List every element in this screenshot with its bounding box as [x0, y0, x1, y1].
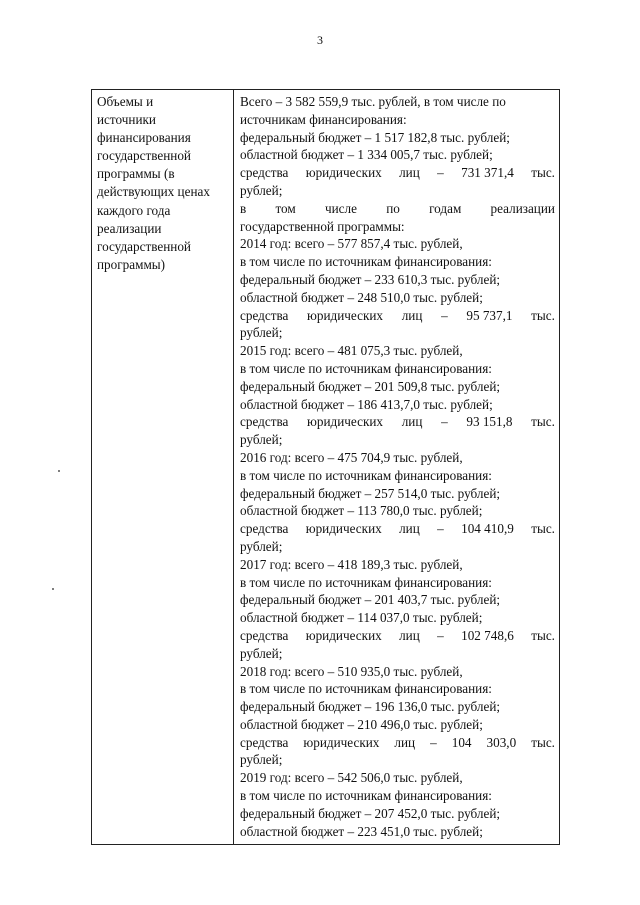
table-text-word: 303,0 — [486, 734, 517, 750]
table-text-line — [240, 200, 555, 218]
table-text-word: 104 — [451, 734, 472, 750]
table-text-word: средства — [240, 307, 289, 323]
table-text-line: областной бюджет – 223 451,0 тыс. рублей; — [240, 823, 483, 839]
table-text-word: средства — [240, 521, 289, 537]
table-text-line: 2018 год: всего – 510 935,0 тыс. рублей, — [240, 663, 463, 679]
table-text-line — [240, 164, 555, 182]
funding-table — [91, 89, 560, 845]
table-text-line: 2015 год: всего – 481 075,3 тыс. рублей, — [240, 343, 463, 359]
table-text-word: лиц — [401, 307, 423, 323]
table-text-word: средства — [240, 734, 289, 750]
table-text-line: в том числе по источникам финансирования: — [240, 681, 492, 697]
scan-speck — [58, 470, 60, 472]
table-text-word: юридических — [303, 734, 380, 750]
table-text-word: – — [437, 165, 444, 181]
table-text-line: федеральный бюджет – 233 610,3 тыс. рублей; — [240, 271, 501, 287]
table-text-word: лиц — [399, 627, 420, 643]
table-text-word: – — [437, 521, 444, 537]
table-text-line: 2019 год: всего – 542 506,0 тыс. рублей, — [240, 770, 463, 786]
table-text-word: 95 737,1 — [466, 307, 513, 323]
table-text-word: средства — [240, 165, 289, 181]
table-text-line: рублей; — [240, 325, 283, 341]
table-text-line: 2017 год: всего – 418 189,3 тыс. рублей, — [240, 556, 463, 572]
table-text-line — [240, 307, 555, 325]
table-text-word: – — [430, 734, 437, 750]
table-text-line: рублей; — [240, 432, 283, 448]
table-text-word: 104 410,9 — [461, 521, 514, 537]
table-text-line: в том числе по источникам финансирования: — [240, 574, 492, 590]
table-text-line: в том числе по источникам финансирования: — [240, 788, 492, 804]
table-text-line: областной бюджет – 113 780,0 тыс. рублей; — [240, 503, 483, 519]
table-text-word: тыс. — [531, 521, 555, 537]
table-value-cell — [240, 93, 555, 840]
table-text-line: федеральный бюджет – 196 136,0 тыс. рублей; — [240, 699, 501, 715]
table-text-word: лиц — [399, 521, 420, 537]
table-text-line — [240, 627, 555, 645]
page-number: 3 — [317, 33, 323, 47]
table-text-word: 102 748,6 — [461, 627, 514, 643]
table-text-word: 731 371,4 — [461, 165, 514, 181]
table-text-line: федеральный бюджет – 1 517 182,8 тыс. рублей; — [240, 129, 510, 145]
table-text-line: областной бюджет – 114 037,0 тыс. рублей; — [240, 610, 483, 626]
table-text-line: федеральный бюджет – 207 452,0 тыс. рублей; — [240, 805, 501, 821]
table-text-line — [240, 413, 555, 431]
table-text-word: числе — [324, 200, 357, 216]
table-text-line: Всего – 3 582 559,9 тыс. рублей, в том числе по — [240, 94, 506, 109]
table-text-line: федеральный бюджет – 257 514,0 тыс. рублей; — [240, 485, 501, 501]
table-text-word: юридических — [307, 307, 384, 323]
table-text-word: тыс. — [531, 734, 555, 750]
table-text-line: 2014 год: всего – 577 857,4 тыс. рублей, — [240, 236, 463, 252]
table-text-word: годам — [429, 200, 462, 216]
scan-speck — [52, 588, 54, 590]
table-text-line: федеральный бюджет – 201 403,7 тыс. рублей; — [240, 592, 501, 608]
table-text-line: рублей; — [240, 182, 283, 198]
table-text-word: в — [240, 200, 247, 216]
table-text-word: – — [441, 307, 448, 323]
table-text-word: средства — [240, 627, 289, 643]
table-text-line: в том числе по источникам финансирования: — [240, 360, 492, 376]
table-text-word: тыс. — [531, 627, 555, 643]
table-text-line: областной бюджет – 210 496,0 тыс. рублей; — [240, 716, 483, 732]
table-text-word: – — [437, 627, 444, 643]
table-text-line: областной бюджет – 1 334 005,7 тыс. рублей; — [240, 147, 493, 163]
table-label-cell: Объемы и источники финансирования государственной программы (в действующих ценах каждого года реализации государственной программы) — [97, 94, 210, 272]
table-text-line — [240, 734, 555, 752]
table-text-line: федеральный бюджет – 201 509,8 тыс. рублей; — [240, 378, 501, 394]
table-text-line — [240, 520, 555, 538]
table-text-word: лиц — [399, 165, 420, 181]
table-text-word: лиц — [394, 734, 416, 750]
table-text-word: тыс. — [531, 414, 555, 430]
table-text-word: средства — [240, 414, 289, 430]
table-text-word: тыс. — [531, 165, 555, 181]
table-text-word: 93 151,8 — [466, 414, 513, 430]
column-divider — [233, 90, 234, 844]
table-text-word: по — [386, 200, 400, 216]
table-text-word: юридических — [305, 627, 382, 643]
table-text-line: рублей; — [240, 538, 283, 554]
table-text-word: лиц — [401, 414, 423, 430]
table-text-line: в том числе по источникам финансирования: — [240, 254, 492, 270]
table-text-line: областной бюджет – 248 510,0 тыс. рублей; — [240, 289, 483, 305]
table-text-line: в том числе по источникам финансирования: — [240, 467, 492, 483]
table-text-line: рублей; — [240, 645, 283, 661]
table-text-word: юридических — [305, 165, 382, 181]
table-text-word: том — [275, 200, 296, 216]
table-text-word: – — [441, 414, 448, 430]
table-text-word: тыс. — [531, 307, 555, 323]
table-text-line: 2016 год: всего – 475 704,9 тыс. рублей, — [240, 449, 463, 465]
table-text-word: юридических — [305, 521, 382, 537]
table-text-word: реализации — [490, 200, 555, 216]
table-text-line: государственной программы: — [240, 218, 405, 234]
table-text-word: юридических — [307, 414, 384, 430]
table-text-line: областной бюджет – 186 413,7,0 тыс. рублей; — [240, 396, 493, 412]
table-text-line: источникам финансирования: — [240, 111, 407, 127]
table-text-line: рублей; — [240, 752, 283, 768]
